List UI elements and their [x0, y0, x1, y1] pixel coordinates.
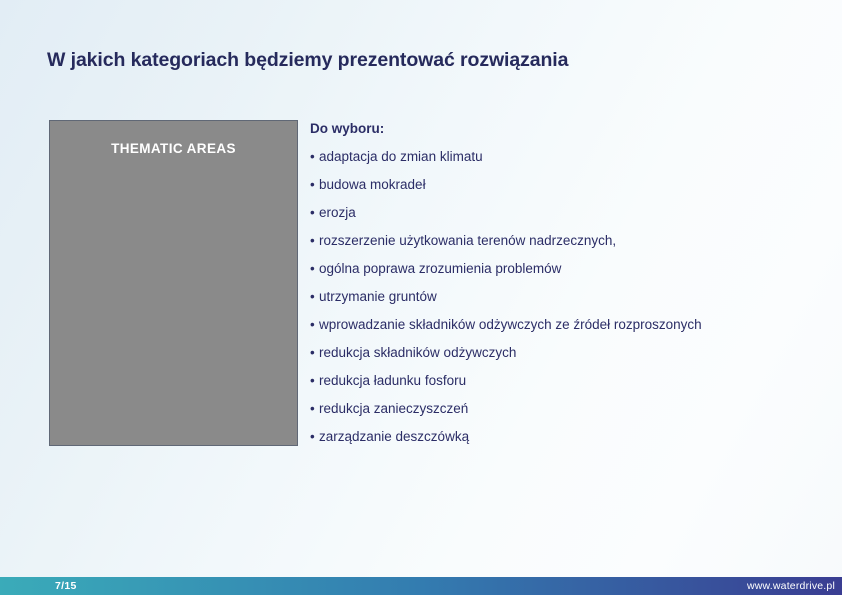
bullet-icon: •	[310, 317, 315, 332]
list-item-text: redukcja zanieczyszczeń	[319, 401, 469, 416]
list-item	[310, 227, 810, 255]
list-item-text: rozszerzenie użytkowania terenów nadrzecznych,	[319, 233, 617, 248]
list-item	[310, 199, 810, 227]
bullet-icon: •	[310, 345, 315, 360]
list-item	[310, 339, 810, 367]
thematic-areas-label: THEMATIC AREAS	[111, 141, 236, 156]
list-item	[310, 367, 810, 395]
choices-list	[310, 115, 810, 451]
list-item-text: redukcja ładunku fosforu	[319, 373, 467, 388]
bullet-icon: •	[310, 205, 315, 220]
bullet-icon: •	[310, 289, 315, 304]
thematic-areas-box	[49, 120, 298, 446]
list-item-text: zarządzanie deszczówką	[319, 429, 470, 444]
list-item	[310, 283, 810, 311]
footer-bar	[0, 577, 842, 595]
list-item-text: wprowadzanie składników odżywczych ze źródeł rozproszonych	[319, 317, 702, 332]
page-title: W jakich kategoriach będziemy prezentować rozwiązania	[47, 49, 569, 71]
list-item-text: redukcja składników odżywczych	[319, 345, 517, 360]
bullet-icon: •	[310, 261, 315, 276]
list-item	[310, 255, 810, 283]
bullet-icon: •	[310, 429, 315, 444]
bullet-icon: •	[310, 177, 315, 192]
list-item	[310, 423, 810, 451]
list-item	[310, 143, 810, 171]
list-item	[310, 395, 810, 423]
list-item	[310, 171, 810, 199]
page-number: 7/15	[55, 580, 77, 592]
list-item-text: erozja	[319, 205, 356, 220]
list-item-text: ogólna poprawa zrozumienia problemów	[319, 261, 562, 276]
list-item-text: budowa mokradeł	[319, 177, 426, 192]
bullet-icon: •	[310, 149, 315, 164]
bullet-icon: •	[310, 401, 315, 416]
list-item-text: adaptacja do zmian klimatu	[319, 149, 483, 164]
list-header: Do wyboru:	[310, 121, 385, 136]
website-link[interactable]: www.waterdrive.pl	[746, 580, 835, 592]
bullet-icon: •	[310, 373, 315, 388]
list-item	[310, 311, 810, 339]
list-item-text: utrzymanie gruntów	[319, 289, 437, 304]
bullet-icon: •	[310, 233, 315, 248]
